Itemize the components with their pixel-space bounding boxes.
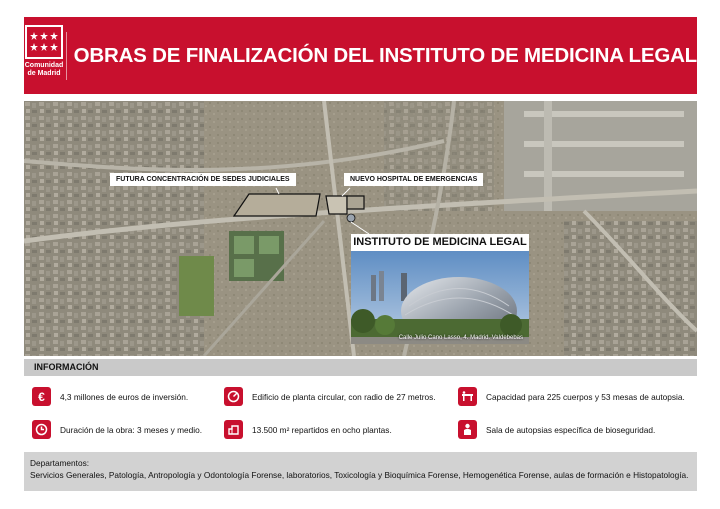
biohazard-suit-icon — [458, 420, 477, 439]
euro-icon — [32, 387, 51, 406]
circle-compass-icon — [224, 387, 243, 406]
clock-icon — [32, 420, 51, 439]
logo-text-line2: de Madrid — [27, 70, 61, 77]
info-heading: INFORMACIÓN — [24, 359, 697, 376]
photo-caption: Calle Julio Cano Lasso, 4. Madrid. Valdebebas — [398, 335, 523, 341]
institute-building-photo — [351, 251, 529, 344]
fact-floors-text: 13.500 m² repartidos en ocho plantas. — [252, 424, 392, 435]
label-sedes-judiciales: FUTURA CONCENTRACIÓN DE SEDES JUDICIALES — [110, 173, 296, 186]
page-title: OBRAS DE FINALIZACIÓN DEL INSTITUTO DE MEDICINA LEGAL — [73, 43, 697, 67]
autopsy-table-icon — [458, 387, 477, 406]
departments-heading: Departamentos: — [30, 458, 90, 468]
fact-duration — [32, 420, 202, 439]
logo-text-line1: Comunidad — [24, 62, 64, 69]
label-hospital-emergencias: NUEVO HOSPITAL DE EMERGENCIAS — [344, 173, 483, 186]
aerial-map — [24, 101, 697, 356]
fact-biosecurity — [458, 420, 655, 439]
departments-text: Servicios Generales, Patología, Antropología y Odontología Forense, laboratorios, Toxicología y Bioquímica Forense, Hemogenética Forense, aulas de formación e Histopatología. — [30, 470, 689, 480]
fact-circular-text: Edificio de planta circular, con radio de 27 metros. — [252, 391, 436, 402]
svg-text:€: € — [38, 390, 45, 403]
comunidad-madrid-logo — [24, 17, 64, 94]
fact-investment — [32, 387, 188, 406]
photo-title: INSTITUTO DE MEDICINA LEGAL — [351, 234, 529, 251]
stars-emblem-icon — [25, 25, 63, 59]
departments-box — [24, 452, 697, 491]
floor-plan-icon — [224, 420, 243, 439]
fact-capacity — [458, 387, 685, 406]
fact-circular — [224, 387, 436, 406]
header-divider — [66, 32, 67, 80]
fact-capacity-text: Capacidad para 225 cuerpos y 53 mesas de autopsia. — [486, 391, 685, 402]
fact-floors — [224, 420, 392, 439]
fact-biosecurity-text: Sala de autopsias específica de bioseguridad. — [486, 424, 656, 435]
header-banner — [24, 17, 697, 94]
fact-investment-text: 4,3 millones de euros de inversión. — [60, 391, 189, 402]
institute-photo-card — [351, 234, 529, 344]
fact-duration-text: Duración de la obra: 3 meses y medio. — [60, 424, 203, 435]
